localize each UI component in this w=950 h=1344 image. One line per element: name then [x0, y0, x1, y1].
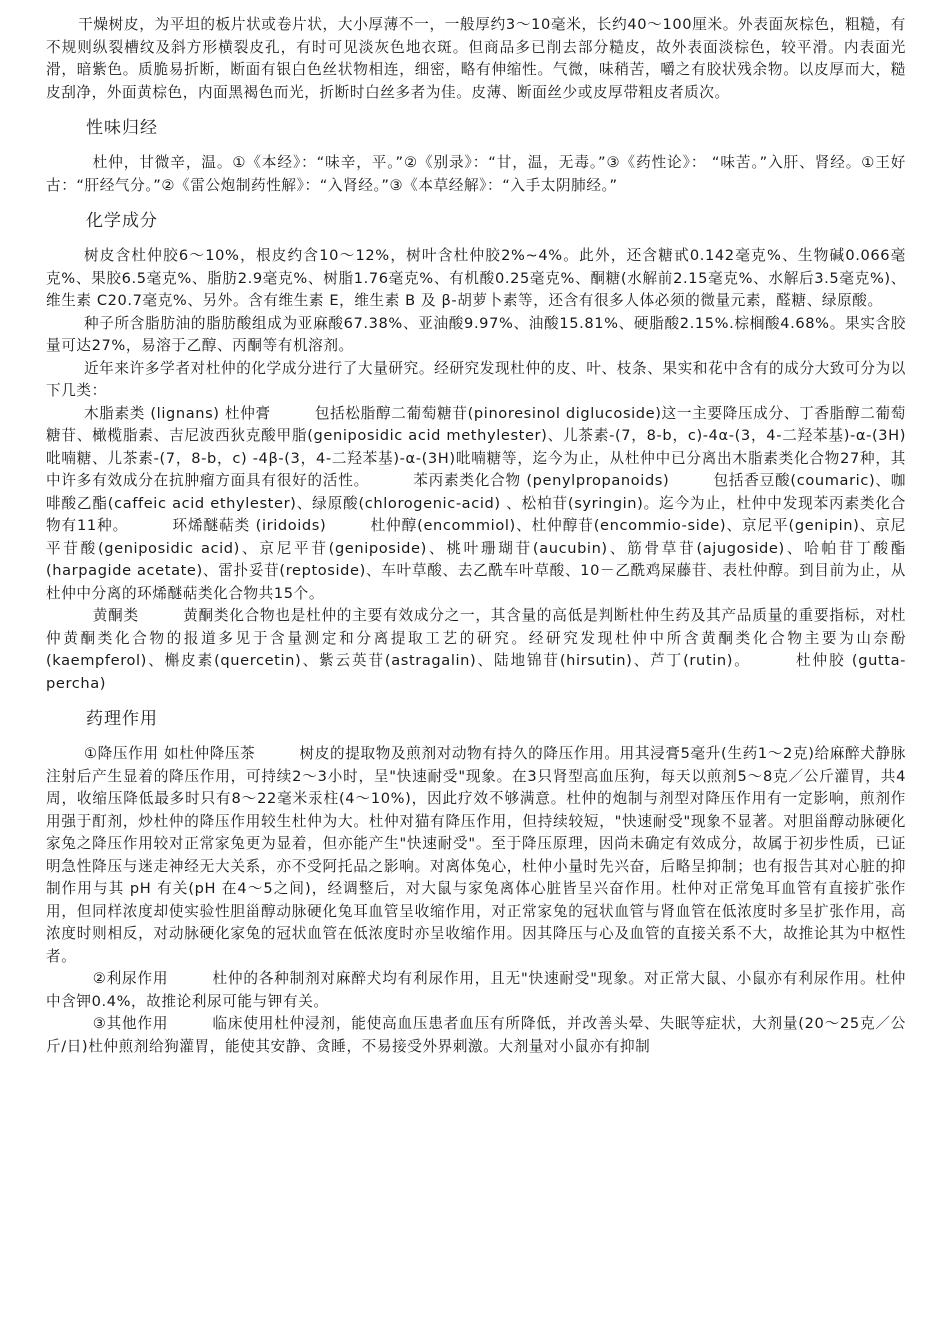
antihypertensive-label: ①降压作用 如杜仲降压茶: [83, 745, 256, 762]
diuretic-text: 杜仲的各种制剂对麻醉犬均有利尿作用，且无"快速耐受"现象。对正常大鼠、小鼠亦有利尿作用。杜仲中含钾0.4%，故推论利尿可能与钾有关。: [46, 970, 906, 1010]
pharma-paragraph-1: [46, 743, 906, 968]
flavonoids-text: 黄酮类化合物也是杜仲的主要有效成分之一，其含量的高低是判断杜仲生药及其产品质量的重要指标，对杜仲黄酮类化合物的报道多见于含量测定和分离提取工艺的研究。经研究发现杜仲中所含黄酮类化合物主要为山奈酚(kaempferol)、槲皮素(quercetin)、紫云英苷(astragalin)、陆地锦苷(hirsutin)、芦丁(rutin)。: [46, 607, 906, 669]
section-title-chemistry: 化学成分: [86, 211, 158, 231]
other-effects-text: 临床使用杜仲浸剂，能使高血压患者血压有所降低，并改善头晕、失眠等症状，大剂量(20～25克／公斤/日)杜仲煎剂给狗灌胃，能使其安静、贪睡，不易接受外界刺激。大剂量对小鼠亦有抑制: [46, 1015, 906, 1055]
antihypertensive-text: 树皮的提取物及煎剂对动物有持久的降压作用。用其浸膏5毫升(生药1～2克)给麻醉犬静脉注射后产生显着的降压作用，可持续2～3小时，呈"快速耐受"现象。在3只肾型高血压狗，每天以煎剂5～8克／公斤灌胃，共4周，收缩压降低最多时只有8～22毫米汞柱(4～10%)，因此疗效不够满意。杜仲的炮制与剂型对降压作用有一定影响，煎剂作用强于酊剂，炒杜仲的降压作用较生杜仲为大。杜仲对猫有降压作用，但持续较短，"快速耐受"现象不显著。对胆甾醇动脉硬化家兔之降压作用较对正常家兔更为显着，但亦能产生"快速耐受"。至于降压原理，因尚未确定有效成分，故属于初步性质，已证明急性降压与迷走神经无大关系，亦不受阿托品之影响。对离体兔心，杜仲小量时先兴奋，后略呈抑制；也有报告其对心脏的抑制作用与其 pH 有关(pH 在4～5之间)，经调整后，对大鼠与家兔离体心脏皆呈兴奋作用。杜仲对正常兔耳血管有直接扩张作用，但同样浓度却使实验性胆甾醇动脉硬化兔耳血管呈收缩作用，对正常家兔的冠状血管与肾血管在低浓度时多呈扩张作用，高浓度时则相反，对动脉硬化家兔的冠状血管在低浓度时亦呈收缩作用。因其降压与心及血管的直接关系不大，故推论其为中枢性者。: [46, 745, 906, 965]
iridoids-text: 杜仲醇(encommiol)、杜仲醇苷(encommio-side)、京尼平(genipin)、京尼平苷酸(geniposidic acid)、京尼平苷(geniposide)、桃叶珊瑚苷(aucubin)、筋骨草苷(ajugoside)、哈帕苷丁酸酯(harpagide acetate)、雷扑妥苷(reptoside)、车叶草酸、去乙酰车叶草酸、10－乙酰鸡屎藤苷、表杜仲醇。到目前为止，从杜仲中分离的环烯醚萜类化合物共15个。: [46, 517, 906, 602]
section-title-taste: 性味归经: [86, 118, 158, 138]
chemistry-paragraph-2: 种子所含脂肪油的脂肪酸组成为亚麻酸67.38%、亚油酸9.97%、油酸15.81%、硬脂酸2.15%.棕榈酸4.68%。果实含胶量可达27%，易溶于乙醇、丙酮等有机溶剂。: [46, 314, 906, 354]
other-effects-label: ③其他作用: [92, 1015, 169, 1032]
chemistry-paragraph-5: [46, 605, 906, 695]
gutta-percha-label: 杜仲胶 (gutta-percha): [46, 652, 906, 692]
flavonoids-label: 黄酮类: [92, 607, 139, 624]
iridoids-latin: (iridoids): [255, 517, 327, 534]
intro-paragraph: 干燥树皮，为平坦的板片状或卷片状，大小厚薄不一，一般厚约3～10毫米，长约40～100厘米。外表面灰棕色，粗糙，有不规则纵裂槽纹及斜方形横裂皮孔，有时可见淡灰色地衣斑。但商品多已削去部分糙皮，故外表面淡棕色，较平滑。内表面光滑，暗紫色。质脆易折断，断面有银白色丝状物相连，细密，略有伸缩性。气微，味稍苦，嚼之有胶状残余物。以皮厚而大，糙皮刮净，外面黄棕色，内面黑褐色而光，折断时白丝多者为佳。皮薄、断面丝少或皮厚带粗皮者质次。: [46, 16, 906, 101]
lignans-text: 包括松脂醇二葡萄糖苷(pinoresinol diglucoside)这一主要降压成分、丁香脂醇二葡萄糖苷、橄榄脂素、吉尼波西狄克酸甲脂(geniposidic acid methylester)、儿茶素-(7，8-b，c)-4α-(3，4-二羟苯基)-α-(3H)吡喃糖、儿茶素-(7，8-b，c) -4β-(3，4-二羟苯基)-α-(3H)吡喃糖等，迄今为止，从杜仲中已分离出木脂素类化合物27种，其中许多有效成分在抗肿瘤方面具有很好的活性。: [46, 404, 906, 489]
section-title-pharma: 药理作用: [86, 709, 158, 729]
phenylpropanoids-latin: (penylpropanoids): [526, 472, 670, 489]
taste-paragraph: 杜仲，甘微辛，温。①《本经》：“味辛，平。”②《别录》：“甘，温，无毒。”③《药性论》： “味苦。”入肝、肾经。①王好古：“肝经气分。”②《雷公炮制药性解》：“入肾经。”③《本草经解》：“入手太阴肺经。”: [46, 154, 906, 194]
chemistry-paragraph-1: 树皮含杜仲胶6～10%，根皮约含10～12%，树叶含杜仲胶2%~4%。此外，还含糖甙0.142毫克%、生物碱0.066毫克%、果胶6.5毫克%、脂肪2.9毫克%、树脂1.76毫克%、有机酸0.25毫克%、酮糖(水解前2.15毫克%、水解后3.5毫克%)、维生素 C20.7毫克%、另外。含有维生素 E，维生素 B 及 β-胡萝卜素等，还含有很多人体必须的微量元素，醛糖、绿原酸。: [46, 247, 906, 309]
diuretic-label: ②利尿作用: [92, 970, 169, 987]
pharma-paragraph-2: [46, 968, 906, 1013]
chemistry-paragraph-4: [46, 403, 906, 606]
pharma-paragraph-3: [46, 1013, 906, 1058]
phenylpropanoids-text: 包括香豆酸(coumaric)、咖啡酸乙酯(caffeic acid ethylester)、绿原酸(chlorogenic-acid) 、松柏苷(syringin)。迄今为止，杜仲中发现苯丙素类化合物有11种。: [46, 472, 907, 534]
document-page: [46, 14, 906, 1058]
iridoids-label: 环烯醚萜类: [172, 517, 251, 534]
lignans-label: 木脂素类 (lignans) 杜仲膏: [83, 404, 271, 422]
phenylpropanoids-label: 苯丙素类化合物: [413, 472, 521, 489]
chemistry-paragraph-3: 近年来许多学者对杜仲的化学成分进行了大量研究。经研究发现杜仲的皮、叶、枝条、果实和花中含有的成分大致可分为以下几类：: [46, 359, 906, 399]
